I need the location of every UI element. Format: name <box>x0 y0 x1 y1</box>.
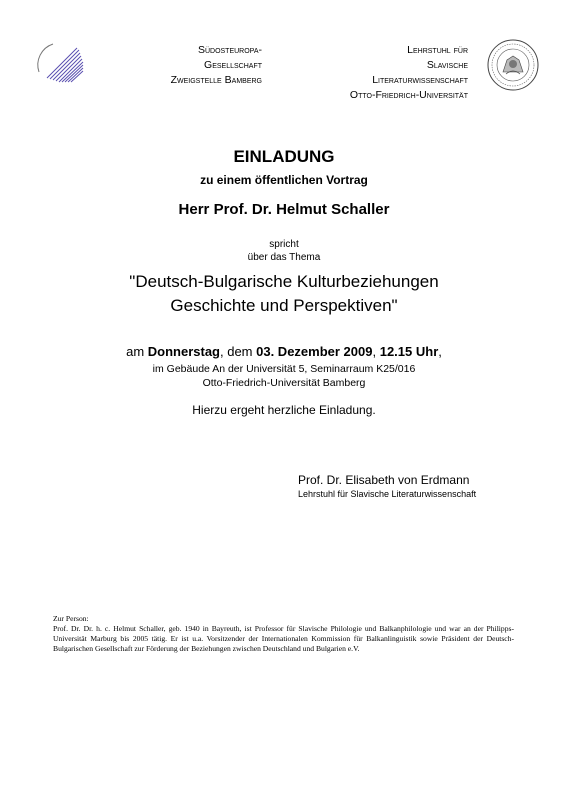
speaker-bio <box>53 614 514 654</box>
society-logo-icon <box>33 38 85 84</box>
bio-text: Prof. Dr. Dr. h. c. Helmut Schaller, geb. 1940 in Bayreuth, ist Professor für Slavische Philologie und Balkanphilologie und war an der Philipps-Universität Marburg bis 2005 tätig. Er ist u.a. Vorsitzender der Internationalen Kommission für Balkanlinguistik sowie Präsident der Deutsch-Bulgarischen Gesellschaft zur Förderung der Beziehungen zwischen Deutschland und Bulgarien e.V. <box>53 624 514 653</box>
chair-line-1: Lehrstuhl für <box>407 44 468 56</box>
society-line-3: Zweigstelle Bamberg <box>170 74 262 86</box>
event-weekday: Donnerstag <box>147 344 220 359</box>
topic-line-1: "Deutsch-Bulgarische Kulturbeziehungen <box>129 272 439 291</box>
chair-line-2: Slavische <box>426 59 468 71</box>
thema-text: über das Thema <box>247 252 321 263</box>
event-date: 03. Dezember 2009 <box>256 344 373 359</box>
event-prefix: am <box>126 344 148 359</box>
invitation-title: EINLADUNG <box>233 147 335 166</box>
topic-line-2: Geschichte und Perspektiven" <box>170 296 398 315</box>
signatory-name: Prof. Dr. Elisabeth von Erdmann <box>298 473 470 487</box>
chair-name <box>288 43 468 103</box>
event-suffix: , <box>438 344 442 359</box>
event-datetime <box>0 344 568 359</box>
university-seal-icon <box>486 38 540 92</box>
spricht-text: spricht <box>269 239 299 250</box>
speaker-name: Herr Prof. Dr. Helmut Schaller <box>178 201 390 218</box>
chair-line-3: Literaturwissenschaft <box>372 74 468 86</box>
event-time: 12.15 Uhr <box>379 344 439 359</box>
event-sep-2: , <box>372 344 380 359</box>
society-line-1: Südosteuropa- <box>197 44 262 56</box>
event-sep-1: , dem <box>220 344 257 359</box>
closing-text: Hierzu ergeht herzliche Einladung. <box>192 403 376 417</box>
bio-heading: Zur Person: <box>53 614 89 623</box>
society-name <box>150 43 262 88</box>
society-line-2: Gesellschaft <box>204 59 262 71</box>
invitation-subtitle: zu einem öffentlichen Vortrag <box>200 173 368 187</box>
chair-line-4: Otto-Friedrich-Universität <box>349 89 468 101</box>
event-location-1: im Gebäude An der Universität 5, Seminarraum K25/016 <box>152 363 416 375</box>
event-location-2: Otto-Friedrich-Universität Bamberg <box>202 377 366 389</box>
signatory-role: Lehrstuhl für Slavische Literaturwissenschaft <box>298 489 477 499</box>
